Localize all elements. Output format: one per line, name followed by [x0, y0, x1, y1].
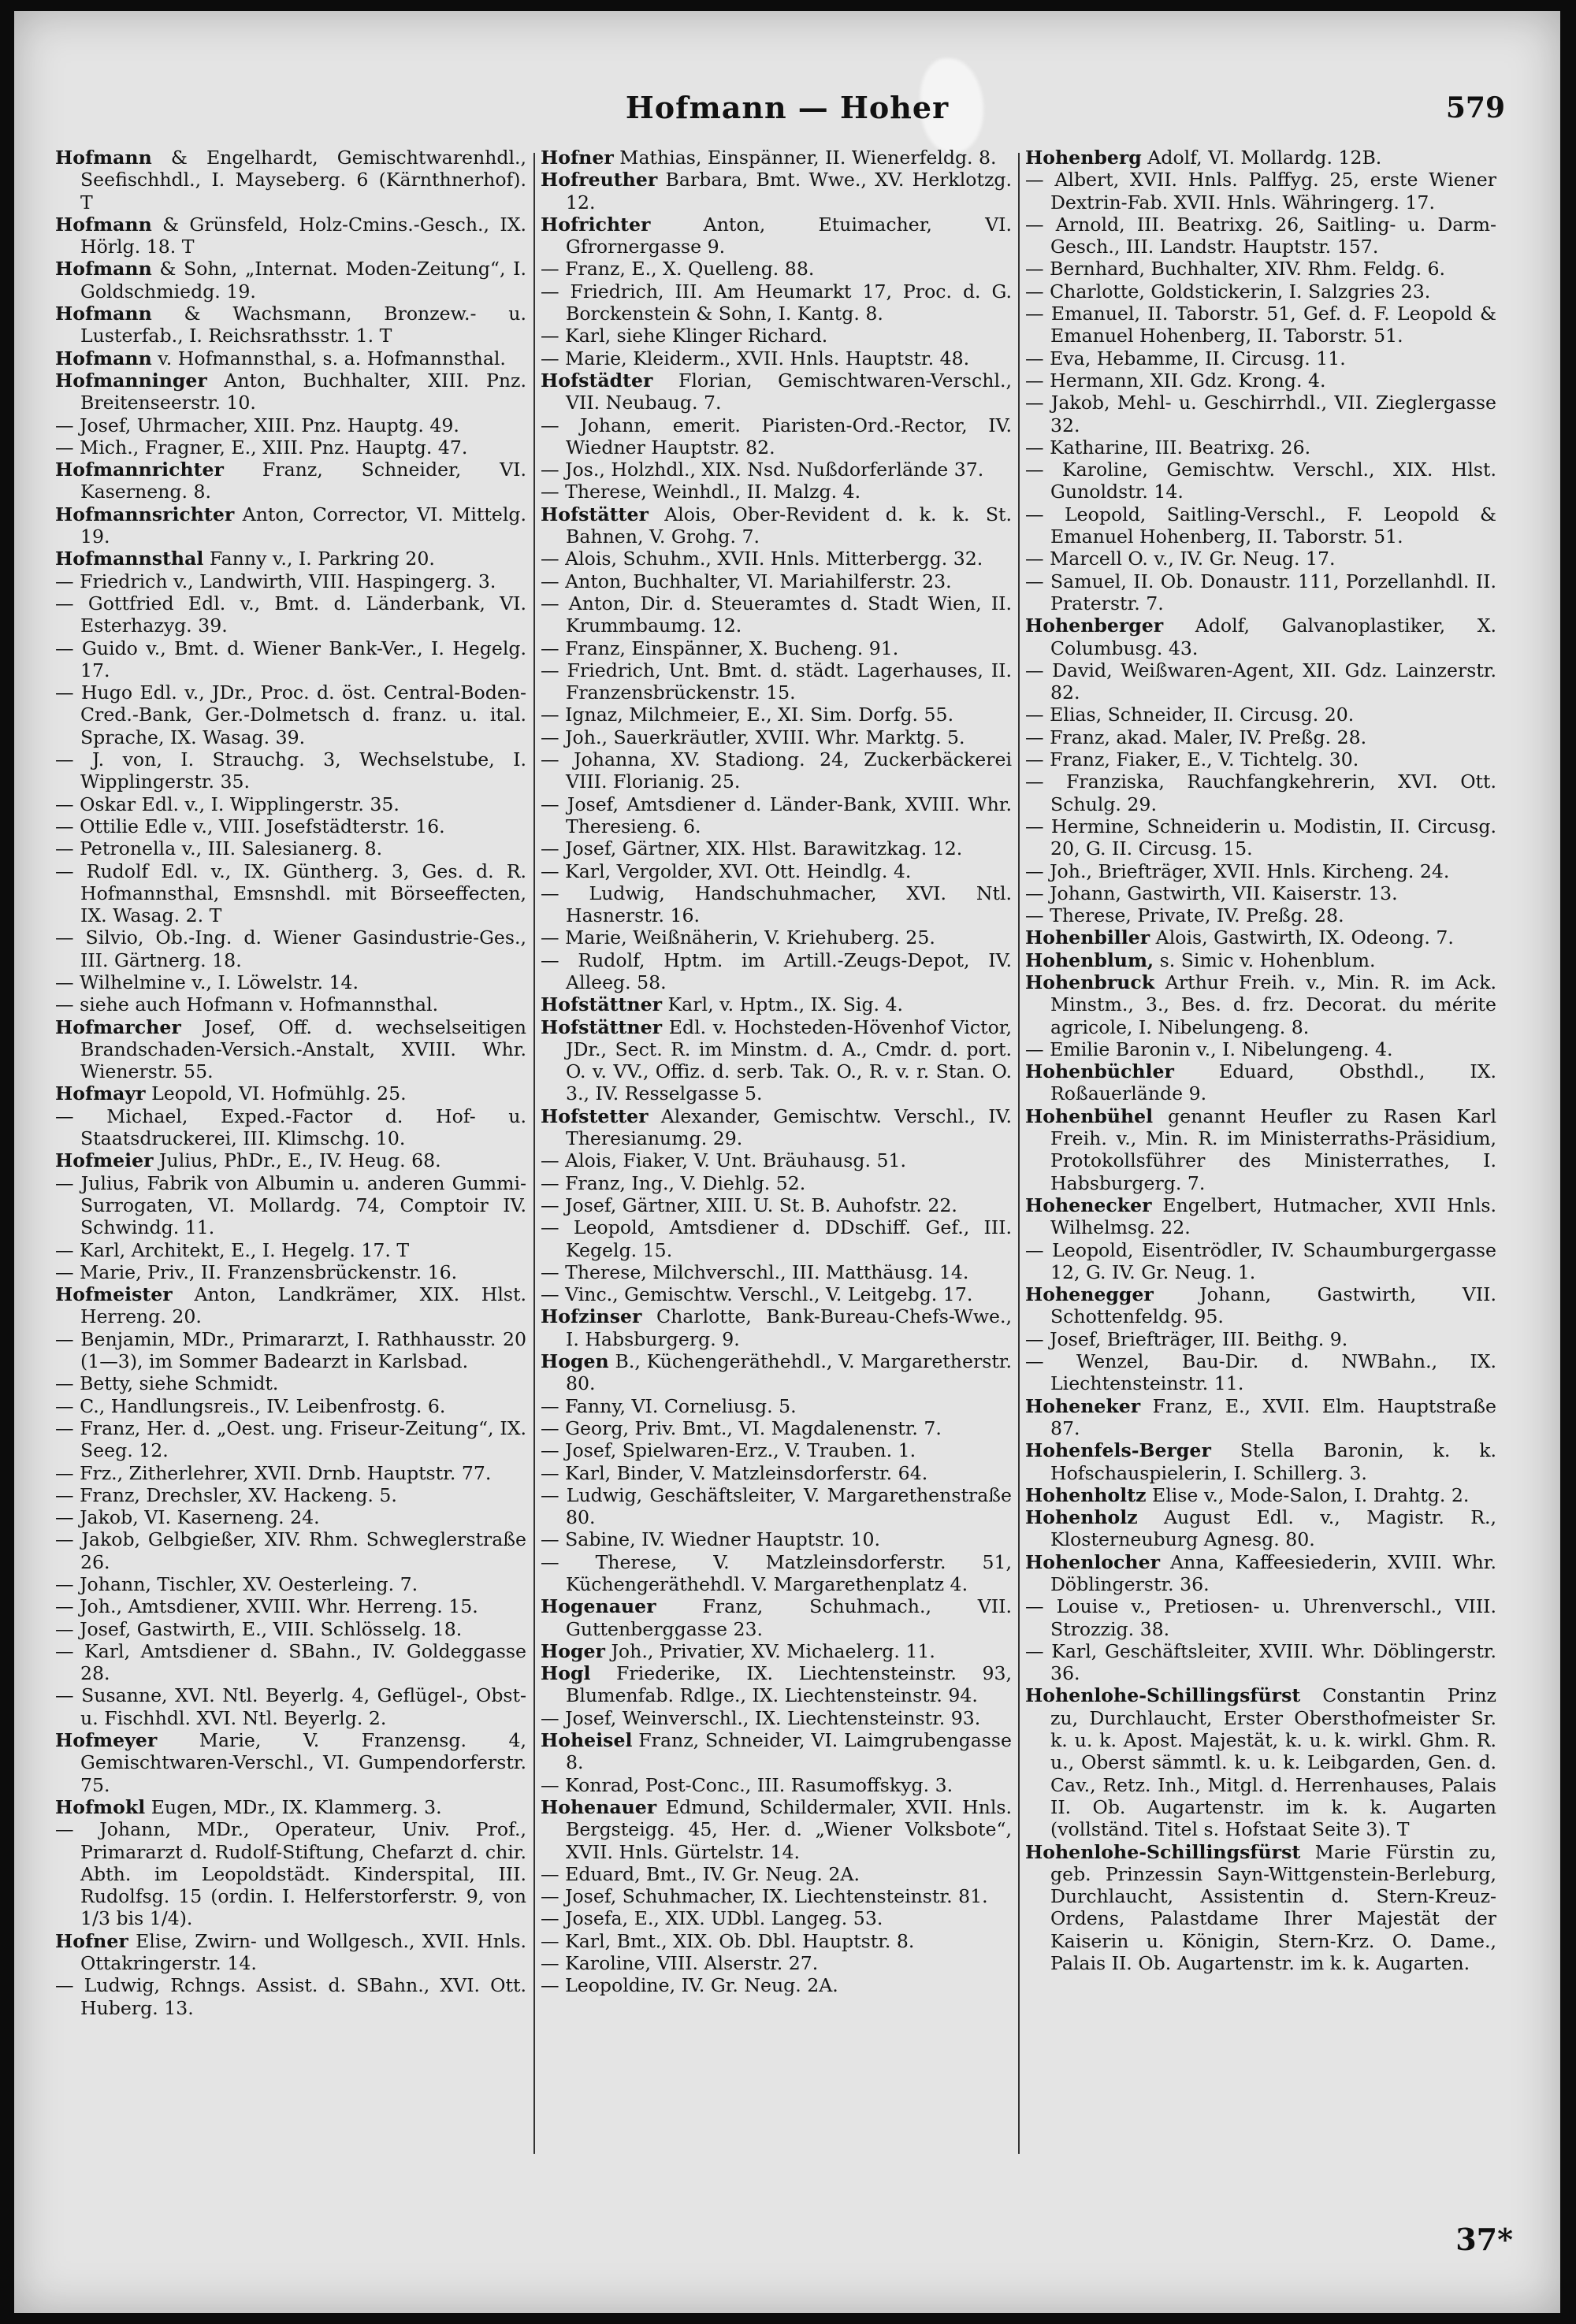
directory-entry: — Louise v., Pretiosen- u. Uhrenverschl., VIII. Strozzig. 38. — [1025, 1595, 1496, 1640]
directory-entry: — Franz, Ing., V. Diehlg. 52. — [541, 1171, 806, 1194]
directory-entry: — Karl, Bmt., XIX. Ob. Dbl. Hauptstr. 8. — [541, 1929, 915, 1952]
directory-entry: — Joh., Sauerkräutler, XVIII. Whr. Marktg. 5. — [541, 726, 965, 748]
directory-entry: — Katharine, III. Beatrixg. 26. — [1025, 436, 1311, 458]
directory-entry: — J. von, I. Strauchg. 3, Wechselstube, I. Wipplingerstr. 35. — [55, 748, 526, 793]
directory-entry: — Michael, Exped.-Factor d. Hof- u. Staatsdruckerei, III. Klimschg. 10. — [55, 1104, 526, 1150]
directory-entry: Hogenauer Franz, Schuhmach., VII. Guttenberggasse 23. — [541, 1595, 1012, 1640]
entry-surname: Hofstädter — [541, 369, 653, 392]
directory-entry: Hofmokl Eugen, MDr., IX. Klammerg. 3. — [55, 1795, 442, 1818]
directory-entry: — Samuel, II. Ob. Donaustr. 111, Porzellanhdl. II. Praterstr. 7. — [1025, 570, 1496, 614]
directory-entry: — Franz, Drechsler, XV. Hackeng. 5. — [55, 1483, 397, 1506]
directory-entry: — Johanna, XV. Stadiong. 24, Zuckerbäckerei VIII. Florianig. 25. — [541, 748, 1012, 793]
directory-entry: — Arnold, III. Beatrixg. 26, Saitling- u. Darm-Gesch., III. Landstr. Hauptstr. 157. — [1025, 213, 1496, 258]
entry-surname: Hohenegger — [1025, 1283, 1154, 1306]
directory-entry: — Charlotte, Goldstickerin, I. Salzgries 23. — [1025, 280, 1431, 303]
directory-entry: — Therese, Milchverschl., III. Matthäusg. 14. — [541, 1260, 969, 1283]
entry-surname: Hogen — [541, 1350, 609, 1373]
directory-entry: Hohenberger Adolf, Galvanoplastiker, X. Columbusg. 43. — [1025, 614, 1496, 659]
directory-entry: — Therese, V. Matzleinsdorferstr. 51, Küchengeräthehdl. V. Margarethenplatz 4. — [541, 1550, 1012, 1595]
directory-entry: — Anton, Buchhalter, VI. Mariahilferstr. 23. — [541, 570, 952, 592]
directory-entry: Hofmayr Leopold, VI. Hofmühlg. 25. — [55, 1082, 407, 1105]
directory-entry: — Franz, E., X. Quelleng. 88. — [541, 258, 815, 280]
directory-entry: — Guido v., Bmt. d. Wiener Bank-Ver., I. Hegelg. 17. — [55, 637, 526, 681]
column-divider — [533, 153, 535, 2154]
entry-surname: Hohenlohe-Schillingsfürst — [1025, 1840, 1301, 1863]
entry-surname: Hoheneker — [1025, 1394, 1141, 1417]
entry-surname: Hohenfels-Berger — [1025, 1439, 1211, 1462]
entry-surname: Hofner — [55, 1929, 128, 1952]
directory-entry: — Hermine, Schneiderin u. Modistin, II. Circusg. 20, G. II. Circusg. 15. — [1025, 815, 1496, 860]
directory-entry: — Johann, MDr., Operateur, Univ. Prof., Primararzt d. Rudolf-Stiftung, Chefarzt d. chir. Abth. im Leopoldstädt. Kinderspital, III. Rudolfsg. 15 (ordin. I. Helferstorferstr. 9, von 1/3 bis 1/4). — [55, 1818, 526, 1930]
column-left — [55, 147, 526, 2163]
entry-surname: Hofmann — [55, 258, 152, 280]
directory-entry: — Franz, Her. d. „Oest. ung. Friseur-Zeitung“, IX. Seeg. 12. — [55, 1416, 526, 1462]
directory-entry: — Friedrich v., Landwirth, VIII. Haspingerg. 3. — [55, 570, 496, 592]
entry-surname: Hohenblum, — [1025, 949, 1154, 971]
entry-surname: Hoger — [541, 1639, 605, 1662]
entry-surname: Hofzinser — [541, 1305, 642, 1328]
directory-entry: — Gottfried Edl. v., Bmt. d. Länderbank, VI. Esterhazyg. 39. — [55, 592, 526, 637]
directory-entry: — Rudolf, Hptm. im Artill.-Zeugs-Depot, IV. Alleeg. 58. — [541, 949, 1012, 993]
directory-entry: Hofstädter Florian, Gemischtwaren-Verschl., VII. Neubaug. 7. — [541, 369, 1012, 414]
directory-entry: Hohenlohe-Schillingsfürst Constantin Prinz zu, Durchlaucht, Erster Obersthofmeister Sr. k. u. k. Apost. Majestät, k. u. k. wirkl. Ghm. R. u., Oberst sämmtl. k. u. k. Leibgarden, Gen. d. Cav., Retz. Inh., Mitgl. d. Herrenhauses, Palais II. Ob. Augartenstr. im k. k. Augarten (vollständ. Titel s. Hofstaat Seite 3). T — [1025, 1684, 1496, 1841]
directory-entry: — Elias, Schneider, II. Circusg. 20. — [1025, 704, 1355, 726]
directory-entry: Hoger Joh., Privatier, XV. Michaelerg. 11. — [541, 1639, 935, 1662]
directory-entry: — Vinc., Gemischtw. Verschl., V. Leitgebg. 17. — [541, 1283, 973, 1306]
directory-entry: Hohenbühel genannt Heufler zu Rasen Karl Freih. v., Min. R. im Ministerraths-Präsidium, Protokollsführer des Ministerrathes, I. Habsburgerg. 7. — [1025, 1104, 1496, 1194]
page-number: 579 — [1445, 91, 1505, 124]
page-header — [14, 90, 1560, 137]
entry-surname: Hofmarcher — [55, 1015, 181, 1038]
directory-entry: Hohenegger Johann, Gastwirth, VII. Schottenfeldg. 95. — [1025, 1283, 1496, 1328]
entry-surname: Hofstättner — [541, 993, 663, 1016]
directory-entry: — Anton, Dir. d. Steueramtes d. Stadt Wien, II. Krummbaumg. 12. — [541, 592, 1012, 637]
directory-entry: — Konrad, Post-Conc., III. Rasumoffskyg. 3. — [541, 1773, 953, 1796]
signature-mark: 37* — [1455, 2222, 1513, 2257]
directory-entry: Hofstätter Alois, Ober-Revident d. k. k. St. Bahnen, V. Grohg. 7. — [541, 503, 1012, 548]
directory-entry: — Betty, siehe Schmidt. — [55, 1372, 279, 1395]
directory-entry: — Mich., Fragner, E., XIII. Pnz. Hauptg. 47. — [55, 436, 468, 458]
directory-entry: — Franz, akad. Maler, IV. Preßg. 28. — [1025, 726, 1367, 748]
directory-entry: — Josef, Spielwaren-Erz., V. Trauben. 1. — [541, 1439, 916, 1462]
column-divider — [1018, 153, 1020, 2154]
entry-surname: Hofmayr — [55, 1082, 146, 1105]
directory-entry: — Sabine, IV. Wiedner Hauptstr. 10. — [541, 1528, 880, 1551]
directory-entry: — Wilhelmine v., I. Löwelstr. 14. — [55, 971, 359, 993]
entry-surname: Hofmannsrichter — [55, 503, 235, 525]
entry-surname: Hohenlocher — [1025, 1550, 1161, 1573]
directory-entry: — Josef, Schuhmacher, IX. Liechtensteinstr. 81. — [541, 1885, 988, 1908]
directory-entry: — Wenzel, Bau-Dir. d. NWBahn., IX. Liechtensteinstr. 11. — [1025, 1350, 1496, 1395]
directory-entry: Hofrichter Anton, Etuimacher, VI. Gfrornergasse 9. — [541, 213, 1012, 258]
entry-surname: Hofstetter — [541, 1104, 649, 1127]
directory-entry: Hofstättner Edl. v. Hochsteden-Hövenhof Victor, JDr., Sect. R. im Minstm. d. A., Cmdr. d. port. O. v. VV., Offiz. d. serb. Tak. O., R. v. r. Stan. O. 3., IV. Resselgasse 5. — [541, 1015, 1012, 1105]
directory-entry: — Ludwig, Handschuhmacher, XVI. Ntl. Hasnerstr. 16. — [541, 882, 1012, 927]
directory-entry: Hofmeyer Marie, V. Franzensg. 4, Gemischtwaren-Verschl., VI. Gumpendorferstr. 75. — [55, 1729, 526, 1796]
directory-entry: — Leopoldine, IV. Gr. Neug. 2A. — [541, 1974, 838, 1997]
entry-surname: Hofstätter — [541, 503, 649, 525]
entry-surname: Hofner — [541, 147, 614, 169]
directory-entry: — Karl, Amtsdiener d. SBahn., IV. Goldeggasse 28. — [55, 1639, 526, 1685]
entry-surname: Hofmann — [55, 213, 152, 236]
directory-entry: Hohenbüchler Eduard, Obsthdl., IX. Roßauerlände 9. — [1025, 1060, 1496, 1105]
directory-entry: — Frz., Zitherlehrer, XVII. Drnb. Hauptstr. 77. — [55, 1461, 492, 1484]
directory-page — [14, 11, 1560, 2313]
directory-entry: Hohenblum, s. Simic v. Hohenblum. — [1025, 949, 1376, 971]
directory-entry: — Fanny, VI. Corneliusg. 5. — [541, 1394, 797, 1417]
directory-entry: — Johann, emerit. Piaristen-Ord.-Rector, IV. Wiedner Hauptstr. 82. — [541, 414, 1012, 458]
directory-entry: — Karl, Vergolder, XVI. Ott. Heindlg. 4. — [541, 859, 912, 882]
directory-entry: — Petronella v., III. Salesianerg. 8. — [55, 837, 383, 860]
directory-entry: — Alois, Schuhm., XVII. Hnls. Mitterbergg. 32. — [541, 548, 983, 570]
directory-entry: Hohenauer Edmund, Schildermaler, XVII. Hnls. Bergsteigg. 45, Her. d. „Wiener Volksbote“, XVII. Hnls. Gürtelstr. 14. — [541, 1795, 1012, 1863]
directory-entry: — Jos., Holzhdl., XIX. Nsd. Nußdorferlände 37. — [541, 458, 984, 481]
directory-entry: Hogen B., Küchengeräthehdl., V. Margaretherstr. 80. — [541, 1350, 1012, 1395]
directory-entry: — Josef, Gastwirth, E., VIII. Schlösselg. 18. — [55, 1617, 463, 1640]
directory-entry: Hofmannsrichter Anton, Corrector, VI. Mittelg. 19. — [55, 503, 526, 548]
directory-entry: — Friedrich, III. Am Heumarkt 17, Proc. d. G. Borckenstein & Sohn, I. Kantg. 8. — [541, 280, 1012, 325]
directory-entry: — Karl, Binder, V. Matzleinsdorferstr. 64. — [541, 1461, 928, 1484]
directory-entry: — Jakob, VI. Kaserneng. 24. — [55, 1506, 320, 1529]
entry-surname: Hofmeyer — [55, 1729, 158, 1752]
directory-entry: — Friedrich, Unt. Bmt. d. städt. Lagerhauses, II. Franzensbrückenstr. 15. — [541, 659, 1012, 704]
directory-entry: — siehe auch Hofmann v. Hofmannsthal. — [55, 993, 439, 1016]
directory-entry: — Alois, Fiaker, V. Unt. Bräuhausg. 51. — [541, 1149, 907, 1172]
directory-entry: — Josef, Briefträger, III. Beithg. 9. — [1025, 1327, 1348, 1350]
directory-entry: Hofreuther Barbara, Bmt. Wwe., XV. Herklotzg. 12. — [541, 169, 1012, 213]
directory-entry: Hofmann & Wachsmann, Bronzew.- u. Lusterfab., I. Reichsrathsstr. 1. T — [55, 303, 526, 347]
directory-entry: — Eduard, Bmt., IV. Gr. Neug. 2A. — [541, 1862, 860, 1885]
directory-entry: — Josef, Amtsdiener d. Länder-Bank, XVIII. Whr. Theresieng. 6. — [541, 793, 1012, 837]
entry-surname: Hoheisel — [541, 1729, 633, 1752]
directory-entry: Hohenlohe-Schillingsfürst Marie Fürstin zu, geb. Prinzessin Sayn-Wittgenstein-Berleburg, Durchlaucht, Assistentin d. Stern-Kreuz-Ordens, Palastdame Ihrer Majestät der Kaiserin u. Königin, Stern-Krz. O. Dame., Palais II. Ob. Augartenstr. im k. k. Augarten. — [1025, 1840, 1496, 1975]
entry-surname: Hogenauer — [541, 1595, 656, 1618]
entry-surname: Hofmann — [55, 347, 152, 369]
directory-entry: — Karl, Geschäftsleiter, XVIII. Whr. Döblingerstr. 36. — [1025, 1639, 1496, 1685]
entry-surname: Hofmanninger — [55, 369, 207, 392]
directory-entry: — Bernhard, Buchhalter, XIV. Rhm. Feldg. 6. — [1025, 258, 1446, 280]
entry-surname: Hohenberg — [1025, 147, 1142, 169]
directory-entry: — Joh., Briefträger, XVII. Hnls. Kircheng. 24. — [1025, 859, 1450, 882]
directory-entry: — Julius, Fabrik von Albumin u. anderen Gummi-Surrogaten, VI. Mollardg. 74, Comptoir IV. Schwindg. 11. — [55, 1171, 526, 1239]
entry-surname: Hogl — [541, 1662, 591, 1685]
directory-entry: — Leopold, Saitling-Verschl., F. Leopold & Emanuel Hohenberg, II. Taborstr. 51. — [1025, 503, 1496, 548]
directory-entry: Hofmanninger Anton, Buchhalter, XIII. Pnz. Breitenseerstr. 10. — [55, 369, 526, 414]
directory-entry: — Susanne, XVI. Ntl. Beyerlg. 4, Geflügel-, Obst- u. Fischhdl. XVI. Ntl. Beyerlg. 2. — [55, 1684, 526, 1729]
directory-entry: — Silvio, Ob.-Ing. d. Wiener Gasindustrie-Ges., III. Gärtnerg. 18. — [55, 926, 526, 971]
directory-entry: — C., Handlungsreis., IV. Leibenfrostg. 6. — [55, 1394, 446, 1417]
entry-surname: Hofmannsthal — [55, 548, 204, 570]
directory-entry: — Ludwig, Geschäftsleiter, V. Margarethenstraße 80. — [541, 1483, 1012, 1529]
directory-entry: — Josef, Uhrmacher, XIII. Pnz. Hauptg. 49. — [55, 414, 459, 436]
entry-surname: Hofmeister — [55, 1283, 173, 1306]
directory-entry: Hofmann & Engelhardt, Gemischtwarenhdl., Seefischhdl., I. Mayseberg. 6 (Kärnthnerhof). T — [55, 147, 526, 213]
directory-entry: Hofmeier Julius, PhDr., E., IV. Heug. 68. — [55, 1149, 441, 1172]
entry-surname: Hofmeier — [55, 1149, 154, 1172]
entry-surname: Hohenbruck — [1025, 971, 1155, 993]
directory-entry: Hofmannrichter Franz, Schneider, VI. Kaserneng. 8. — [55, 458, 526, 503]
directory-entry: — Emanuel, II. Taborstr. 51, Gef. d. F. Leopold & Emanuel Hohenberg, II. Taborstr. 51. — [1025, 303, 1496, 347]
directory-entry: Hofstetter Alexander, Gemischtw. Verschl., IV. Theresianumg. 29. — [541, 1104, 1012, 1150]
entry-surname: Hofmann — [55, 303, 152, 325]
directory-entry: — David, Weißwaren-Agent, XII. Gdz. Lainzerstr. 82. — [1025, 659, 1496, 704]
entry-surname: Hohenholz — [1025, 1506, 1138, 1529]
directory-entry: Hoheneker Franz, E., XVII. Elm. Hauptstraße 87. — [1025, 1394, 1496, 1439]
directory-entry: Hohenfels-Berger Stella Baronin, k. k. Hofschauspielerin, I. Schillerg. 3. — [1025, 1439, 1496, 1484]
entry-surname: Hofreuther — [541, 169, 658, 191]
entry-surname: Hohenbüchler — [1025, 1060, 1174, 1083]
entry-surname: Hofmokl — [55, 1795, 146, 1818]
entry-surname: Hofmannrichter — [55, 458, 224, 481]
directory-entry: — Franz, Einspänner, X. Bucheng. 91. — [541, 637, 899, 659]
running-head: Hofmann — Hoher — [625, 90, 950, 125]
entry-surname: Hohenauer — [541, 1795, 657, 1818]
directory-entry: Hohenberg Adolf, VI. Mollardg. 12B. — [1025, 147, 1382, 169]
directory-entry: — Eva, Hebamme, II. Circusg. 11. — [1025, 347, 1346, 369]
directory-entry: — Josef, Weinverschl., IX. Liechtensteinstr. 93. — [541, 1706, 981, 1729]
entry-surname: Hohenbiller — [1025, 926, 1150, 949]
directory-entry: — Josef, Gärtner, XIX. Hlst. Barawitzkag. 12. — [541, 837, 963, 860]
directory-entry: Hogl Friederike, IX. Liechtensteinstr. 93, Blumenfab. Rdlge., IX. Liechtensteinstr. 94. — [541, 1662, 1012, 1707]
directory-entry: — Franz, Fiaker, E., V. Tichtelg. 30. — [1025, 748, 1359, 771]
directory-entry: — Joh., Amtsdiener, XVIII. Whr. Herreng. 15. — [55, 1595, 478, 1618]
entry-surname: Hohenberger — [1025, 614, 1164, 637]
directory-entry: — Marie, Kleiderm., XVII. Hnls. Hauptstr. 48. — [541, 347, 970, 369]
directory-entry: — Therese, Private, IV. Preßg. 28. — [1025, 904, 1344, 927]
directory-entry: Hofmann v. Hofmannsthal, s. a. Hofmannsthal. — [55, 347, 506, 369]
directory-entry: — Ludwig, Rchngs. Assist. d. SBahn., XVI. Ott. Huberg. 13. — [55, 1974, 526, 2019]
directory-entry: — Emilie Baronin v., I. Nibelungeng. 4. — [1025, 1038, 1393, 1060]
directory-entry: Hofmeister Anton, Landkrämer, XIX. Hlst. Herreng. 20. — [55, 1283, 526, 1328]
entry-surname: Hohenbühel — [1025, 1104, 1154, 1127]
directory-entry: Hofner Mathias, Einspänner, II. Wienerfeldg. 8. — [541, 147, 997, 169]
directory-entry: — Josef, Gärtner, XIII. U. St. B. Auhofstr. 22. — [541, 1194, 957, 1216]
directory-entry: — Leopold, Amtsdiener d. DDschiff. Gef., III. Kegelg. 15. — [541, 1216, 1012, 1261]
directory-entry: — Therese, Weinhdl., II. Malzg. 4. — [541, 481, 861, 503]
entry-surname: Hofrichter — [541, 213, 651, 236]
directory-entry: Hohenholtz Elise v., Mode-Salon, I. Drahtg. 2. — [1025, 1483, 1470, 1506]
directory-entry: — Benjamin, MDr., Primararzt, I. Rathhausstr. 20 (1—3), im Sommer Badearzt in Karlsbad. — [55, 1327, 526, 1373]
directory-entry: Hohenecker Engelbert, Hutmacher, XVII Hnls. Wilhelmsg. 22. — [1025, 1194, 1496, 1239]
directory-entry: Hofmann & Grünsfeld, Holz-Cmins.-Gesch., IX. Hörlg. 18. T — [55, 213, 526, 258]
directory-entry: — Karl, Architekt, E., I. Hegelg. 17. T — [55, 1238, 410, 1261]
directory-entry: — Johann, Gastwirth, VII. Kaiserstr. 13. — [1025, 882, 1398, 904]
entry-surname: Hohenecker — [1025, 1194, 1152, 1216]
directory-entry: — Marie, Priv., II. Franzensbrückenstr. 16. — [55, 1260, 458, 1283]
entry-surname: Hohenlohe-Schillingsfürst — [1025, 1684, 1301, 1707]
entry-surname: Hohenholtz — [1025, 1483, 1147, 1506]
directory-entry: — Hermann, XII. Gdz. Krong. 4. — [1025, 369, 1326, 392]
directory-entry: Hohenholz August Edl. v., Magistr. R., Klosterneuburg Agnesg. 80. — [1025, 1506, 1496, 1551]
directory-entry: Hofzinser Charlotte, Bank-Bureau-Chefs-Wwe., I. Habsburgerg. 9. — [541, 1305, 1012, 1350]
directory-entry: — Josefa, E., XIX. UDbl. Langeg. 53. — [541, 1907, 883, 1930]
directory-entry: — Karoline, VIII. Alserstr. 27. — [541, 1952, 819, 1975]
directory-entry: Hofstättner Karl, v. Hptm., IX. Sig. 4. — [541, 993, 904, 1016]
directory-entry: — Marie, Weißnäherin, V. Kriehuberg. 25. — [541, 926, 935, 949]
directory-entry: — Ignaz, Milchmeier, E., XI. Sim. Dorfg. 55. — [541, 704, 954, 726]
column-right — [1025, 147, 1496, 2163]
directory-entry: — Leopold, Eisentrödler, IV. Schaumburgergasse 12, G. IV. Gr. Neug. 1. — [1025, 1238, 1496, 1283]
directory-entry: Hohenlocher Anna, Kaffeesiederin, XVIII. Whr. Döblingerstr. 36. — [1025, 1550, 1496, 1595]
directory-entry: — Ottilie Edle v., VIII. Josefstädterstr. 16. — [55, 815, 445, 837]
directory-entry: Hofmarcher Josef, Off. d. wechselseitigen Brandschaden-Versich.-Anstalt, XVIII. Whr. Wienerstr. 55. — [55, 1015, 526, 1083]
directory-entry: Hoheisel Franz, Schneider, VI. Laimgrubengasse 8. — [541, 1729, 1012, 1774]
directory-entry: — Jakob, Mehl- u. Geschirrhdl., VII. Zieglergasse 32. — [1025, 392, 1496, 436]
directory-entry: Hofner Elise, Zwirn- und Wollgesch., XVII. Hnls. Ottakringerstr. 14. — [55, 1929, 526, 1975]
directory-entry: — Karl, siehe Klinger Richard. — [541, 325, 828, 347]
directory-entry: — Georg, Priv. Bmt., VI. Magdalenenstr. 7. — [541, 1416, 942, 1439]
entry-surname: Hofmann — [55, 147, 152, 169]
directory-entry: — Karoline, Gemischtw. Verschl., XIX. Hlst. Gunoldstr. 14. — [1025, 458, 1496, 503]
directory-entry: — Albert, XVII. Hnls. Palffyg. 25, erste Wiener Dextrin-Fab. XVII. Hnls. Währingerg. 17. — [1025, 169, 1496, 213]
directory-entry: Hohenbiller Alois, Gastwirth, IX. Odeong. 7. — [1025, 926, 1454, 949]
directory-entry: — Rudolf Edl. v., IX. Güntherg. 3, Ges. d. R. Hofmannsthal, Emsnshdl. mit Börseeffecten, IX. Wasag. 2. T — [55, 859, 526, 927]
directory-entry: — Hugo Edl. v., JDr., Proc. d. öst. Central-Boden-Cred.-Bank, Ger.-Dolmetsch d. franz. u. ital. Sprache, IX. Wasag. 39. — [55, 681, 526, 748]
directory-entry: Hohenbruck Arthur Freih. v., Min. R. im Ack. Minstm., 3., Bes. d. frz. Decorat. du mérite agricole, I. Nibelungeng. 8. — [1025, 971, 1496, 1038]
directory-entry: — Marcell O. v., IV. Gr. Neug. 17. — [1025, 548, 1336, 570]
column-middle — [541, 147, 1012, 2163]
directory-entry: — Oskar Edl. v., I. Wipplingerstr. 35. — [55, 793, 400, 815]
directory-entry: Hofmann & Sohn, „Internat. Moden-Zeitung“, I. Goldschmiedg. 19. — [55, 258, 526, 303]
directory-entry: — Franziska, Rauchfangkehrerin, XVI. Ott. Schulg. 29. — [1025, 770, 1496, 815]
directory-entry: — Jakob, Gelbgießer, XIV. Rhm. Schweglerstraße 26. — [55, 1528, 526, 1573]
directory-entry: Hofmannsthal Fanny v., I. Parkring 20. — [55, 548, 435, 570]
entry-surname: Hofstättner — [541, 1015, 663, 1038]
directory-entry: — Johann, Tischler, XV. Oesterleing. 7. — [55, 1573, 418, 1595]
